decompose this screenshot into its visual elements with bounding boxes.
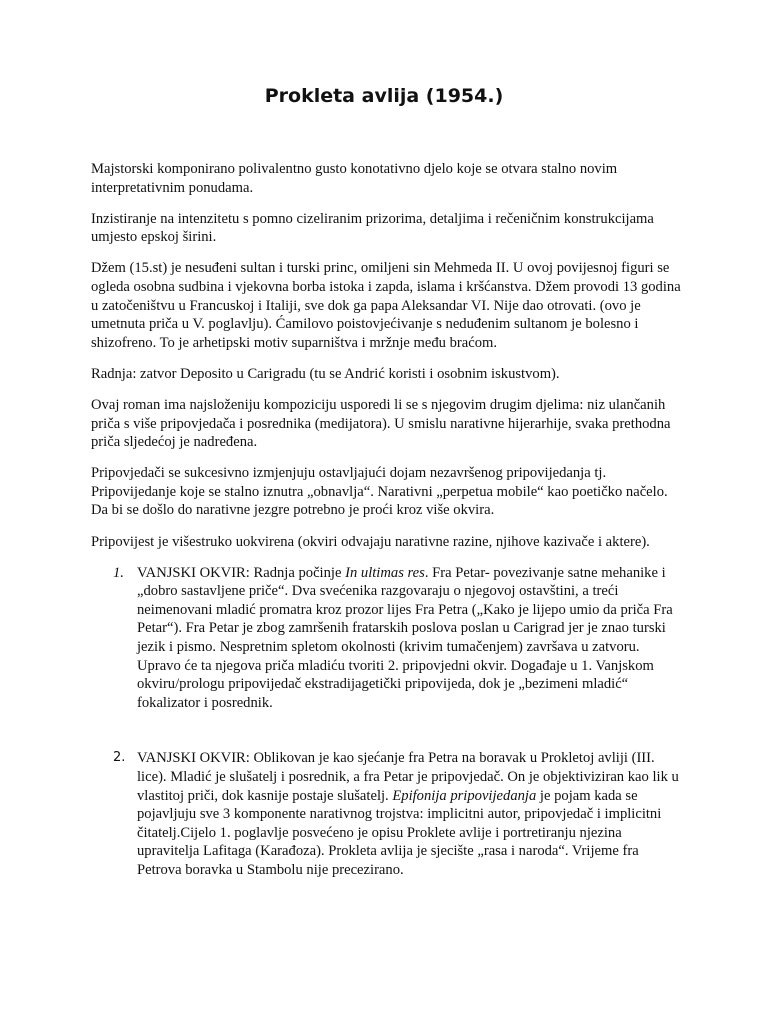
list-item <box>91 564 681 713</box>
list-item-text: VANJSKI OKVIR: Oblikovan je kao sjećanje fra Petra na boravak u Prokletoj avliji (III. lice). Mladić je slušatelj i posrednik, a fra Petar je pripovjedač. On je objektiviziran kao lik u vlastitoj priči, dok kasnije postaje slušatelj. <box>137 750 679 804</box>
document-body <box>91 160 681 880</box>
paragraph-1: Majstorski komponirano polivalentno gusto konotativno djelo koje se otvara stalno novim interpretativnim ponudama. <box>91 161 618 196</box>
paragraph-5: Ovaj roman ima najsloženiju kompoziciju usporedi li se s njegovim drugim djelima: niz ulančanih priča s više pripovjedača i posrednika (medijatora). U smislu narativne hijerarhije, svaka prethodna priča sljedećoj je nadređena. <box>91 396 671 451</box>
list-item-italic-text: Epifonija pripovijedanja <box>392 787 537 804</box>
paragraph-6: Pripovjedači se sukcesivno izmjenjuju ostavljajući dojam nezavršenog pripovijedanja tj. Pripovijedanje koje se stalno iznutra „obnavlja“. Narativni „perpetua mobile“ kao poetičko načelo. Da bi se došlo do narativne jezgre potrebno je proći kroz više okvira. <box>91 465 668 519</box>
paragraph-7: Pripovijest je višestruko uokvirena (okviri odvajaju narativne razine, njihove kazivače i aktere). <box>91 533 650 550</box>
list-item-text: . Fra Petar- povezivanje satne mehanike i „dobro sastavljene priče“. Dva svećenika razgovaraju o njegovoj ostavštini, a treći neimenovani mladić promatra kroz prozor lijes Fra Petra („Kako je lijepo umio da priča Fra Petar“). Fra Petar je zbog zamršenih fratarskih poslova poslan u Carigrad jer je znao turski jezik i pismo. Nespretnim spletom okolnosti (krivim tumačenjem) završava u zatvoru. Upravo će ta njegova priča mladiću tvoriti 2. pripovjedni okvir. Događaje u 1. Vanjskom okviru/prologu pripovijedač ekstradijagetički pripovijeda, dok je „bezimeni mladić“ fokalizator i posrednik. <box>137 564 673 711</box>
list-item-number: 1. <box>113 564 124 581</box>
list-item-italic-text: In ultimas res <box>345 564 425 581</box>
paragraph-4: Radnja: zatvor Deposito u Carigradu (tu se Andrić koristi i osobnim iskustvom). <box>91 365 560 382</box>
list-item-text: je pojam kada se pojavljuju sve 3 komponente narativnog trojstva: implicitni autor, pripovjedač i implicitni čitatelj.Cijelo 1. poglavlje posvećeno je opisu Proklete avlije i portretiranju njezina upravitelja Lafitaga (Karađoza). Prokleta avlija je sjecište „rasa i naroda“. Vrijeme fra Petrova boravka u Stambolu nije precezirano. <box>137 787 662 878</box>
document-title: Prokleta avlija (1954.) <box>264 85 504 107</box>
list-item <box>91 749 681 879</box>
paragraph-3: Džem (15.st) je nesuđeni sultan i turski princ, omiljeni sin Mehmeda II. U ovoj povijesnoj figuri se ogleda osobna sudbina i vjekovna borba istoka i zapda, islama i kršćanstva. Džem provodi 13 godina u zatočeništvu u Francuskoj i Italiji, sve dok ga papa Aleksandar VI. Nije dao otrovati. (ovo je umetnuta priča u V. poglavlju). Ćamilovo poistovjećivanje s neduđenim sultanom je bolesno i shizofreno. To je arhetipski motiv suparništva i mržnje među braćom. <box>91 260 681 351</box>
paragraph-2: Inzistiranje na intenzitetu s pomno cizeliranim prizorima, detaljima i rečeničnim konstrukcijama umjesto epskoj širini. <box>91 210 654 246</box>
list-item-number: 2. <box>113 750 126 766</box>
list-item-text: VANJSKI OKVIR: Radnja počinje <box>137 564 346 581</box>
numbered-list <box>91 564 681 880</box>
